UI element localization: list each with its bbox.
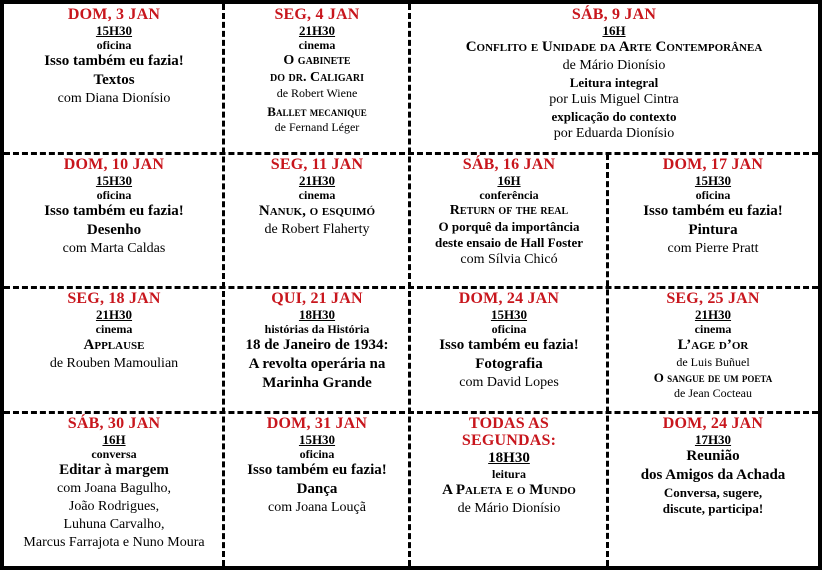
event-time: 15H30	[298, 432, 336, 447]
event-date: SÁB, 16 JAN	[462, 156, 556, 173]
event-time: 21H30	[298, 173, 336, 188]
event-guest: Marcus Farrajota e Nuno Moura	[23, 535, 205, 550]
event-date: TODAS AS	[468, 415, 549, 432]
film-director: de Luis Buñuel	[676, 355, 750, 369]
film-title: Ballet mecanique	[267, 104, 367, 119]
event-time: 16H	[102, 432, 126, 447]
event-subtitle: Fotografia	[475, 356, 543, 372]
event-date: DOM, 17 JAN	[662, 156, 764, 173]
event-cell-todas-as-segundas	[410, 413, 608, 518]
event-date: SEG, 11 JAN	[270, 156, 364, 173]
event-date: DOM, 24 JAN	[458, 290, 560, 307]
event-type: leitura	[492, 467, 526, 481]
event-title: Isso também eu fazia!	[44, 203, 184, 219]
film-title: O gabinete	[283, 53, 351, 68]
event-cell-dom-24-jan-reuniao	[608, 413, 818, 517]
column-divider	[606, 154, 609, 566]
event-type: cinema	[298, 38, 336, 52]
row-divider	[4, 286, 818, 289]
event-title: Marinha Grande	[262, 375, 372, 391]
event-cell-dom-31-jan	[224, 413, 410, 517]
event-cell-seg-11-jan	[224, 154, 410, 239]
event-host: com David Lopes	[459, 375, 559, 390]
event-time: 18H30	[298, 307, 336, 322]
event-title: Return of the real	[449, 203, 569, 218]
film-title: L’age d’or	[677, 337, 749, 353]
event-title: Isso também eu fazia!	[44, 53, 184, 69]
film-title: do dr. Caligari	[270, 70, 364, 85]
event-cell-sab-9-jan	[410, 4, 818, 143]
film-director: de Jean Cocteau	[674, 386, 752, 400]
event-type: cinema	[95, 322, 133, 336]
event-time: 21H30	[298, 23, 336, 38]
event-subtitle: O porquê da importância	[438, 219, 580, 234]
event-cell-seg-25-jan	[608, 288, 818, 401]
event-note: discute, participa!	[662, 501, 764, 516]
film-director: de Robert Flaherty	[264, 222, 370, 237]
event-cell-dom-3-jan	[4, 4, 224, 108]
event-title: Editar à margem	[59, 462, 169, 478]
event-guest: Luhuna Carvalho,	[63, 517, 165, 532]
event-host: por Eduarda Dionísio	[553, 126, 675, 141]
event-subtitle: Desenho	[86, 222, 142, 238]
event-title: Conflito e Unidade da Arte Contemporânea	[465, 39, 763, 55]
event-calendar	[4, 4, 818, 566]
film-title: Applause	[83, 337, 145, 353]
event-host: com Sílvia Chicó	[460, 252, 558, 267]
event-subtitle: Dança	[296, 481, 338, 497]
event-date: DOM, 3 JAN	[67, 6, 161, 23]
event-host: com Marta Caldas	[62, 241, 166, 256]
event-cell-sab-30-jan	[4, 413, 224, 552]
event-date: SÁB, 9 JAN	[571, 6, 657, 23]
event-cell-sab-16-jan	[410, 154, 608, 269]
row-divider	[4, 152, 818, 155]
event-time: 21H30	[694, 307, 732, 322]
event-type: cinema	[298, 188, 336, 202]
event-subtitle: explicação do contexto	[551, 109, 677, 124]
event-cell-dom-17-jan	[608, 154, 818, 258]
event-time: 17H30	[694, 432, 732, 447]
event-author: de Mário Dionísio	[562, 58, 666, 73]
film-director: de Robert Wiene	[276, 86, 358, 100]
event-title: dos Amigos da Achada	[640, 467, 786, 483]
event-subtitle: Pintura	[688, 222, 738, 238]
event-type: oficina	[491, 322, 527, 336]
event-title: A Paleta e o Mundo	[442, 482, 576, 498]
event-type: oficina	[299, 447, 335, 461]
event-time: 18H30	[488, 450, 530, 466]
column-divider	[408, 4, 411, 566]
event-date: SEGUNDAS:	[461, 432, 557, 449]
event-date: DOM, 24 JAN	[662, 415, 764, 432]
event-title: Reunião	[686, 448, 740, 464]
event-note: Conversa, sugere,	[663, 485, 763, 500]
event-title: Isso também eu fazia!	[643, 203, 783, 219]
event-subtitle: deste ensaio de Hall Foster	[434, 235, 584, 250]
event-date: SEG, 18 JAN	[67, 290, 161, 307]
row-divider	[4, 411, 818, 414]
event-title: 18 de Janeiro de 1934:	[245, 337, 389, 353]
event-type: oficina	[96, 38, 132, 52]
event-title: Isso também eu fazia!	[439, 337, 579, 353]
event-date: DOM, 10 JAN	[63, 156, 165, 173]
event-subtitle: Textos	[93, 72, 135, 88]
event-cell-qui-21-jan	[224, 288, 410, 393]
event-author: de Mário Dionísio	[457, 501, 561, 516]
event-time: 15H30	[95, 23, 133, 38]
event-date: SEG, 25 JAN	[666, 290, 760, 307]
event-cell-dom-10-jan	[4, 154, 224, 258]
event-time: 16H	[602, 23, 626, 38]
film-director: de Fernand Léger	[274, 120, 360, 134]
event-cell-dom-24-jan	[410, 288, 608, 392]
event-title: Isso também eu fazia!	[247, 462, 387, 478]
event-time: 15H30	[95, 173, 133, 188]
event-date: DOM, 31 JAN	[266, 415, 368, 432]
event-guest: com Joana Bagulho,	[57, 481, 171, 496]
film-director: de Rouben Mamoulian	[49, 356, 179, 371]
event-date: SÁB, 30 JAN	[67, 415, 161, 432]
event-date: QUI, 21 JAN	[271, 290, 363, 307]
event-host: com Joana Louçã	[268, 500, 366, 515]
event-time: 15H30	[490, 307, 528, 322]
event-guest: João Rodrigues,	[68, 499, 160, 514]
event-time: 15H30	[694, 173, 732, 188]
event-type: conferência	[479, 188, 539, 202]
event-type: histórias da História	[264, 322, 370, 336]
event-cell-seg-18-jan	[4, 288, 224, 373]
event-cell-seg-4-jan	[224, 4, 410, 135]
film-title: O sangue de um poeta	[653, 370, 773, 385]
column-divider	[222, 4, 225, 566]
event-time: 21H30	[95, 307, 133, 322]
event-time: 16H	[497, 173, 521, 188]
event-reader: por Luis Miguel Cintra	[549, 92, 679, 107]
event-title: A revolta operária na	[248, 356, 386, 372]
event-type: cinema	[694, 322, 732, 336]
event-host: com Pierre Pratt	[667, 241, 759, 256]
event-subtitle: Leitura integral	[569, 75, 659, 90]
event-date: SEG, 4 JAN	[274, 6, 360, 23]
film-title: Nanuk, o esquimó	[258, 203, 376, 219]
event-type: oficina	[96, 188, 132, 202]
event-type: conversa	[91, 447, 137, 461]
event-host: com Diana Dionísio	[57, 91, 171, 106]
event-type: oficina	[695, 188, 731, 202]
